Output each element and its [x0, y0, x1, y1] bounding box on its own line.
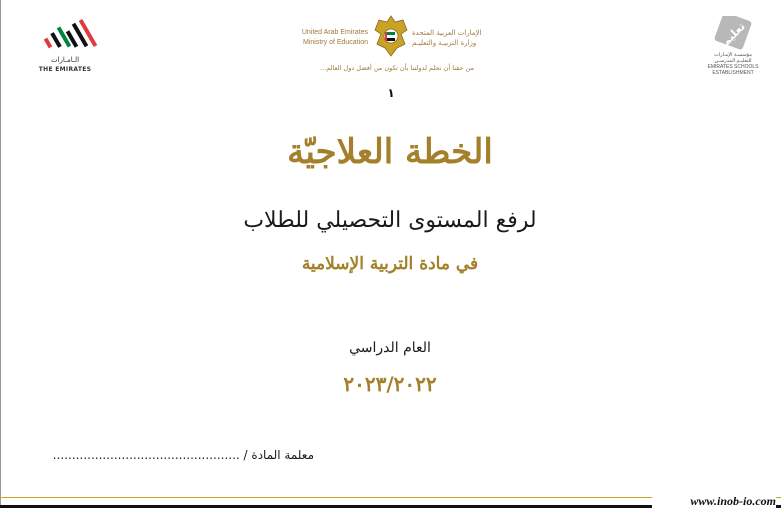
emirates-logo-arabic-text: الـامـارات: [50, 56, 80, 64]
schools-establishment-text: مؤسسـة الإمـارات للتعليـم المدرسـي EMIRATES SCHOOLS ESTABLISHMENT: [707, 52, 759, 76]
page-left-border: [0, 0, 1, 508]
academic-year-label: العام الدراسي: [349, 340, 431, 356]
ministry-motto: من حقنا أن نحلم لدولتنا بأن تكون من أفضل دول العالم...: [320, 64, 474, 72]
uae-emblem-icon: [373, 14, 409, 58]
subject-teacher-label: معلمة المادة /: [243, 448, 314, 462]
emirates-logo-english-text: THE EMIRATES: [38, 66, 92, 73]
subject-teacher-line: [44, 448, 314, 462]
document-title: الخطة العلاجيّة: [287, 132, 493, 172]
page-number: ١: [387, 86, 395, 100]
academic-year-value: ٢٠٢٣/٢٠٢٢: [343, 372, 437, 396]
document-subtitle: لرفع المستوى التحصيلي للطلاب: [243, 208, 537, 233]
subject-line: في مادة التربية الإسلامية: [301, 254, 479, 274]
ministry-arabic-name: الإمارات العربية المتحدة وزارة التربيـة والتعليـم: [412, 29, 482, 47]
taaleem-logo-text: تعليم: [718, 19, 748, 49]
subject-teacher-blank: .................................................: [52, 448, 240, 462]
ministry-english-name: United Arab Emirates Ministry of Education: [301, 29, 368, 46]
website-link[interactable]: www.inob-io.com: [652, 494, 776, 509]
